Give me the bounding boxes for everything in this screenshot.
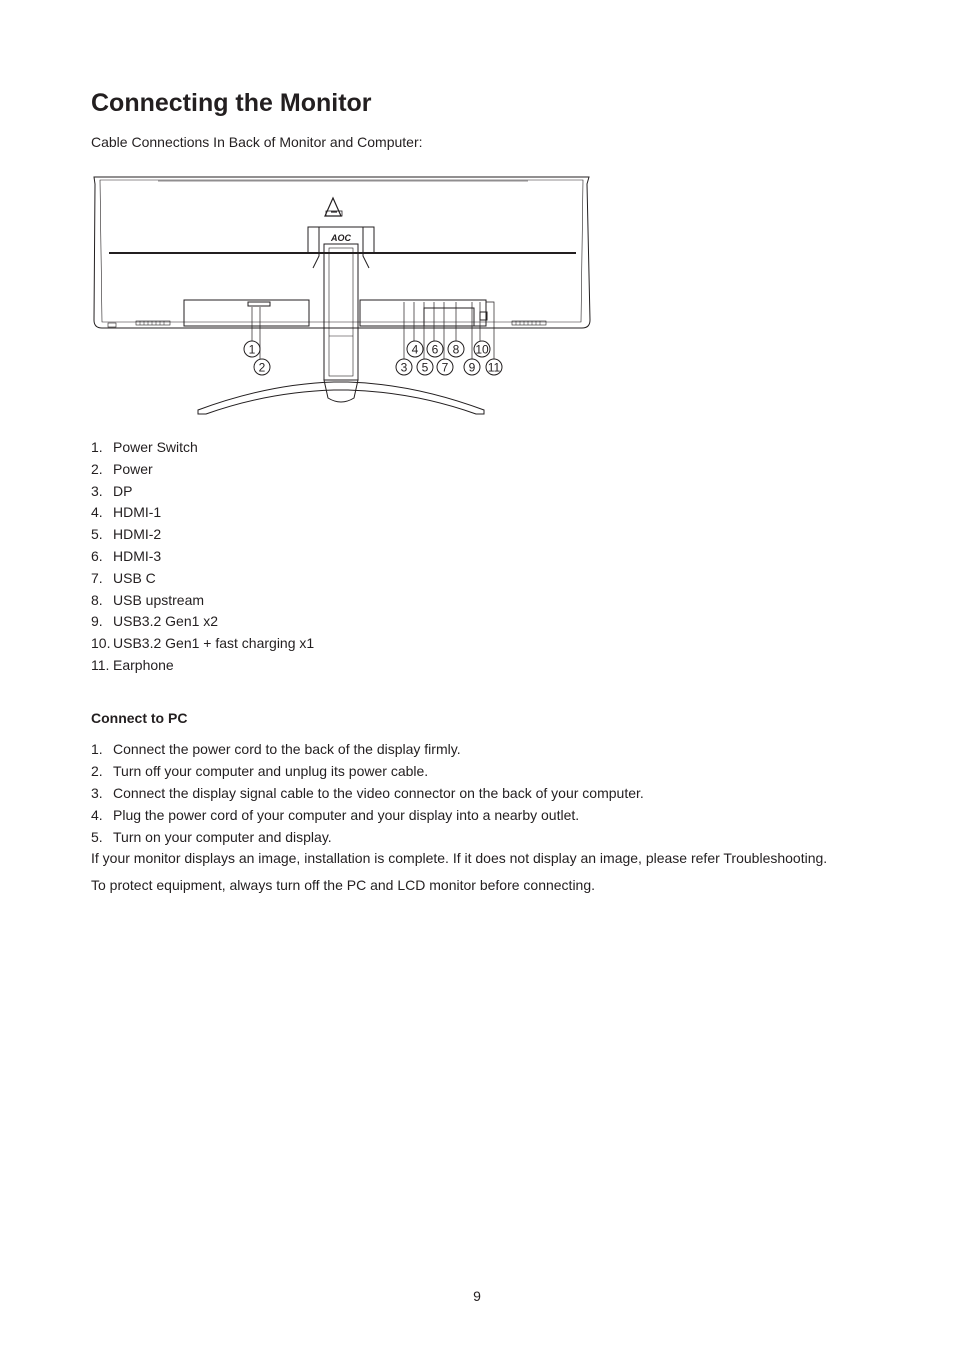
- list-item: 5. Turn on your computer and display.: [91, 828, 332, 845]
- aoc-logo: AOC: [331, 233, 351, 243]
- agon-logo-icon: [325, 198, 342, 216]
- svg-text:1: 1: [248, 342, 256, 357]
- monitor-rear-diagram: [88, 170, 594, 420]
- svg-text:4: 4: [411, 342, 419, 357]
- callout-2: [254, 359, 270, 375]
- callout-3: [396, 359, 412, 375]
- callout-10: [474, 341, 490, 357]
- callout-6: [427, 341, 443, 357]
- svg-text:5: 5: [421, 360, 429, 375]
- install-note: If your monitor displays an image, installation is complete. If it does not display an image, please refer Troubleshooting.: [91, 850, 828, 866]
- port-list: [91, 438, 314, 678]
- svg-text:8: 8: [452, 342, 460, 357]
- list-item: 4. Plug the power cord of your computer and your display into a nearby outlet.: [91, 806, 580, 823]
- list-item: 8. USB upstream: [91, 591, 205, 608]
- callout-9: [464, 359, 480, 375]
- section-heading: Connect to PC: [91, 710, 188, 726]
- list-item: 4. HDMI-1: [91, 504, 162, 521]
- intro-text: Cable Connections In Back of Monitor and Computer:: [91, 134, 423, 150]
- list-item: 2. Turn off your computer and unplug its power cable.: [91, 762, 429, 779]
- list-item: 11. Earphone: [91, 656, 174, 673]
- svg-text:9: 9: [468, 360, 476, 375]
- list-item: 3. DP: [91, 482, 133, 499]
- list-item: 6. HDMI-3: [91, 547, 162, 564]
- callout-4: [407, 341, 423, 357]
- svg-text:11: 11: [487, 360, 501, 375]
- callout-11: [486, 359, 502, 375]
- svg-text:3: 3: [400, 360, 408, 375]
- list-item: 5. HDMI-2: [91, 526, 162, 543]
- list-item: 10. USB3.2 Gen1 + fast charging x1: [91, 635, 315, 652]
- callout-1: [244, 341, 260, 357]
- list-item: 1. Connect the power cord to the back of the display firmly.: [91, 741, 461, 757]
- svg-text:10: 10: [475, 342, 489, 357]
- svg-text:7: 7: [441, 360, 449, 375]
- list-item: 2. Power: [91, 460, 153, 477]
- callout-8: [448, 341, 464, 357]
- list-item: 9. USB3.2 Gen1 x2: [91, 613, 219, 630]
- list-item: 1. Power Switch: [91, 439, 198, 455]
- list-item: 7. USB C: [91, 569, 156, 586]
- svg-text:6: 6: [431, 342, 439, 357]
- page-number: 9: [473, 1288, 481, 1304]
- list-item: 3. Connect the display signal cable to the video connector on the back of your computer.: [91, 784, 644, 801]
- callout-7: [437, 359, 453, 375]
- page-title: Connecting the Monitor: [91, 89, 372, 117]
- callout-5: [417, 359, 433, 375]
- svg-text:2: 2: [258, 360, 266, 375]
- connect-steps: [91, 740, 644, 849]
- safety-note: To protect equipment, always turn off the PC and LCD monitor before connecting.: [91, 877, 596, 893]
